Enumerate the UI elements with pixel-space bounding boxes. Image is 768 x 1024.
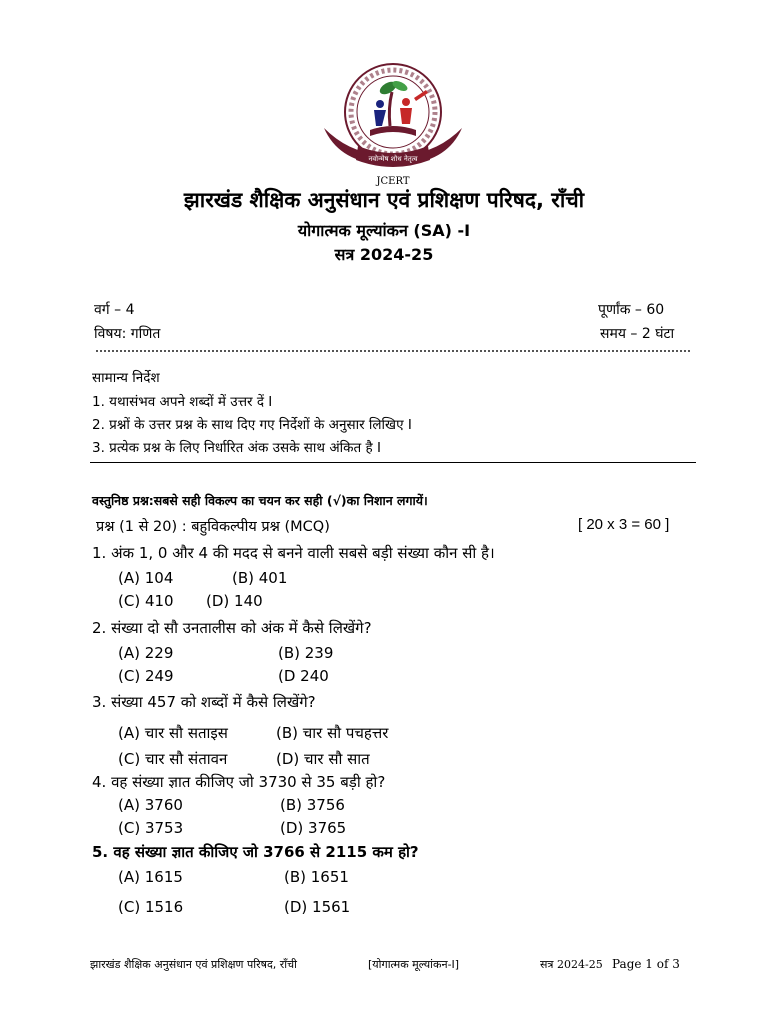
jcert-logo: [318, 60, 468, 190]
option-b[interactable]: (B) 1651: [284, 868, 349, 886]
subject-label: विषय: गणित: [94, 326, 161, 342]
dotted-divider: [96, 350, 690, 352]
question-text: वह संख्या ज्ञात कीजिए जो 3766 से 2115 कम हो?: [113, 843, 419, 861]
option-c[interactable]: (C) 249: [118, 667, 174, 685]
option-d[interactable]: (D 240: [278, 667, 329, 685]
option-d[interactable]: (D) 1561: [284, 898, 351, 916]
option-a[interactable]: (A) 104: [118, 569, 174, 587]
question-number: 1.: [92, 544, 107, 562]
section-divider: [90, 462, 696, 463]
instruction-item: 3. प्रत्येक प्रश्न के लिए निर्धारित अंक उसके साथ अंकित है I: [92, 440, 381, 456]
option-d[interactable]: (D) 3765: [280, 819, 347, 837]
question-2: [92, 618, 372, 638]
option-d[interactable]: (D) चार सौ सात: [276, 750, 370, 768]
option-b[interactable]: (B) 239: [278, 644, 334, 662]
exam-title: योगात्मक मूल्यांकन (SA) -I: [297, 221, 471, 240]
question-4: [92, 772, 385, 792]
question-text: अंक 1, 0 और 4 की मदद से बनने वाली सबसे बड़ी संख्या कौन सी है।: [111, 544, 495, 562]
option-c[interactable]: (C) 3753: [118, 819, 184, 837]
instruction-item: 2. प्रश्नों के उत्तर प्रश्न के साथ दिए गए निर्देशों के अनुसार लिखिए I: [92, 417, 412, 433]
footer-exam: [योगात्मक मूल्यांकन-I]: [368, 958, 460, 971]
option-c[interactable]: (C) चार सौ संतावन: [118, 750, 228, 768]
footer-org: झारखंड शैक्षिक अनुसंधान एवं प्रशिक्षण परिषद, राँची: [90, 958, 297, 971]
question-text: संख्या दो सौ उनतालीस को अंक में कैसे लिखेंगे?: [111, 619, 372, 637]
question-3: [92, 692, 316, 712]
footer-session: सत्र 2024-25: [540, 958, 603, 971]
logo-emblem-text: JCERT: [376, 176, 410, 187]
instruction-item: 1. यथासंभव अपने शब्दों में उत्तर दें I: [92, 394, 273, 410]
option-b[interactable]: (B) चार सौ पचहत्तर: [276, 724, 389, 742]
footer-page: Page 1 of 3: [612, 957, 680, 971]
logo-motto: नवोन्मेष शोध नेतृत्व: [368, 155, 418, 163]
question-text: वह संख्या ज्ञात कीजिए जो 3730 से 35 बड़ी हो?: [111, 773, 386, 791]
question-text: संख्या 457 को शब्दों में कैसे लिखेंगे?: [111, 693, 316, 711]
option-a[interactable]: (A) चार सौ सताइस: [118, 724, 228, 742]
instructions-heading: सामान्य निर्देश: [92, 370, 160, 386]
option-a[interactable]: (A) 1615: [118, 868, 183, 886]
question-number: 3.: [92, 693, 107, 711]
question-number: 5.: [92, 843, 109, 861]
jcert-emblem-icon: [318, 60, 468, 190]
option-a[interactable]: (A) 229: [118, 644, 174, 662]
option-c[interactable]: (C) 410: [118, 592, 174, 610]
full-marks-label: पूर्णांक – 60: [598, 302, 665, 318]
option-d[interactable]: (D) 140: [206, 592, 263, 610]
session-title: सत्र 2024-25: [334, 245, 434, 264]
question-number: 4.: [92, 773, 107, 791]
option-a[interactable]: (A) 3760: [118, 796, 183, 814]
option-b[interactable]: (B) 3756: [280, 796, 345, 814]
section-marks: [ 20 x 3 = 60 ]: [578, 516, 670, 533]
section-heading: प्रश्न (1 से 20) : बहुविकल्पीय प्रश्न (MCQ): [96, 519, 330, 535]
question-5: [92, 842, 419, 862]
class-label: वर्ग – 4: [94, 302, 135, 318]
objective-instruction: वस्तुनिष्ठ प्रश्न:सबसे सही विकल्प का चयन कर सही (√)का निशान लगायें।: [92, 493, 428, 508]
option-c[interactable]: (C) 1516: [118, 898, 184, 916]
option-b[interactable]: (B) 401: [232, 569, 288, 587]
org-title: झारखंड शैक्षिक अनुसंधान एवं प्रशिक्षण परिषद, राँची: [183, 188, 585, 212]
question-1: [92, 543, 495, 563]
time-label: समय – 2 घंटा: [600, 326, 675, 342]
question-number: 2.: [92, 619, 107, 637]
